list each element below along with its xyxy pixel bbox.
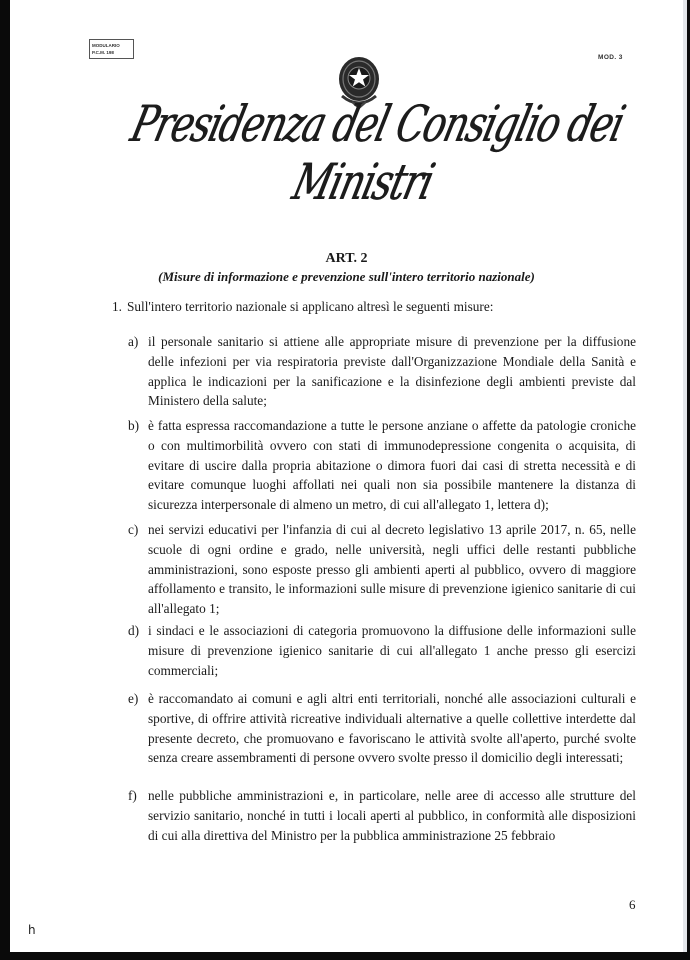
list-item-marker: d): [128, 623, 140, 638]
list-item-text: il personale sanitario si attiene alle appropriate misure di prevenzione per la diffusione delle infezioni per via respiratoria previste dall'Organizzazione Mondiale della Sanità e applica le indicazioni per la sanificazione e la disinfezione degli ambienti previste dal Ministero della salute;: [148, 334, 636, 409]
list-item-marker: b): [128, 418, 140, 433]
form-label-line2: P.C.M. 198: [92, 50, 114, 55]
list-item-text: nei servizi educativi per l'infanzia di cui al decreto legislativo 13 aprile 2017, n. 65, nelle scuole di ogni ordine e grado, nelle università, negli uffici delle restanti pubbliche amministrazioni, sono esposte presso gli ambienti aperti al pubblico, ovvero di maggiore affollamento e transito, le informazioni sulle misure di prevenzione igienico sanitarie di cui all'allegato 1;: [148, 522, 636, 617]
letterhead: Presidenza del Consiglio dei Ministri: [125, 94, 630, 212]
list-item: [128, 689, 636, 768]
list-item: [128, 416, 636, 515]
list-item-marker: f): [128, 788, 137, 803]
list-item: [128, 621, 636, 680]
article-title: ART. 2: [325, 251, 368, 266]
intro-text: Sull'intero territorio nazionale si applicano altresì le seguenti misure:: [126, 299, 494, 314]
page-number: 6: [629, 897, 636, 912]
document-page: [10, 0, 687, 952]
list-item-marker: e): [128, 691, 139, 706]
form-label-line1: MODULARIO: [92, 43, 120, 48]
form-label-box: [89, 39, 134, 59]
list-item: [128, 332, 636, 411]
list-item-marker: a): [128, 334, 139, 349]
list-item-text: è raccomandato ai comuni e agli altri enti territoriali, nonché alle associazioni culturali e sportive, di offrire attività ricreative individuali alternative a quelle collettive interdette dal presente decreto, che promuovano e favoriscano le attività svolte all'aperto, purché svolte senza creare assembramenti di persone ovvero svolte presso il domicilio degli interessati;: [148, 691, 636, 766]
list-item-marker: c): [128, 522, 139, 537]
handwritten-mark: h: [28, 923, 36, 937]
article-subtitle: (Misure di informazione e prevenzione sull'intero territorio nazionale): [158, 269, 535, 284]
list-item: [128, 520, 636, 619]
paragraph-number: 1.: [112, 299, 122, 314]
list-item: [128, 786, 636, 845]
list-item-text: è fatta espressa raccomandazione a tutte le persone anziane o affette da patologie croniche o con multimorbilità ovvero con stati di immunodepressione congenita o acquisita, di evitare di uscire dalla propria abitazione o dimora fuori dai casi di stretta necessità e di evitare comunque luoghi affollati nei quali non sia possibile mantenere la distanza di sicurezza interpersonale di almeno un metro, di cui all'allegato 1, lettera d);: [148, 418, 636, 513]
article-intro: [112, 299, 493, 315]
list-item-text: i sindaci e le associazioni di categoria promuovono la diffusione delle informazioni sulle misure di prevenzione igienico sanitarie di cui all'allegato 1 anche presso gli esercizi commerciali;: [148, 623, 636, 678]
model-label: MOD. 3: [598, 54, 623, 61]
list-item-text: nelle pubbliche amministrazioni e, in particolare, nelle aree di accesso alle strutture del servizio sanitario, nonché in tutti i locali aperti al pubblico, in conformità alle disposizioni di cui alla direttiva del Ministro per la pubblica amministrazione 25 febbraio: [148, 788, 636, 843]
